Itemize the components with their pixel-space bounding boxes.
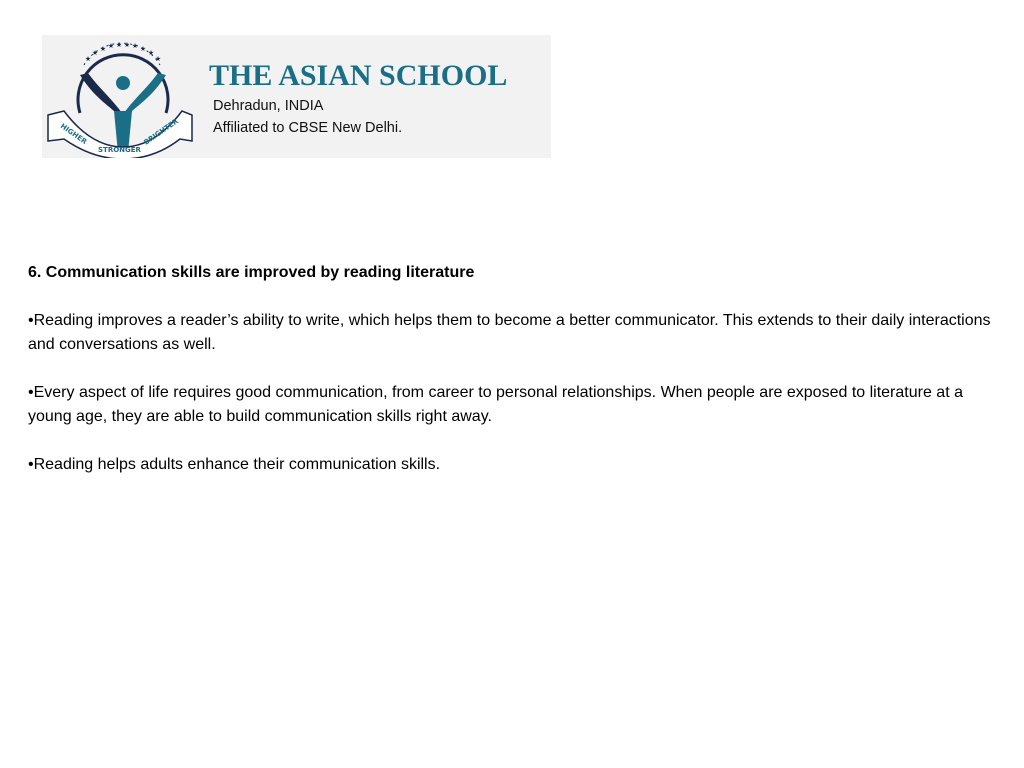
school-logo-banner (42, 35, 551, 158)
svg-text:★: ★ (139, 45, 147, 53)
svg-text:★: ★ (107, 42, 115, 50)
svg-text:★: ★ (147, 49, 155, 57)
bullet-item: •Every aspect of life requires good communication, from career to personal relationships. When people are exposed to literature at a young age, they are able to build communication skills right away. (28, 384, 963, 425)
school-location: Dehradun, INDIA (213, 98, 324, 114)
svg-text:★: ★ (123, 41, 131, 49)
slide-heading: 6. Communication skills are improved by reading literature (28, 264, 475, 281)
slide-content (28, 261, 1003, 477)
bullet-item: •Reading helps adults enhance their communication skills. (28, 456, 441, 473)
school-emblem-icon (42, 35, 202, 158)
bullet-item: •Reading improves a reader’s ability to write, which helps them to become a better communicator. This extends to their daily interactions and conversations as well. (28, 312, 991, 353)
svg-text:★: ★ (115, 41, 123, 49)
svg-text:★: ★ (91, 49, 99, 57)
school-name: THE ASIAN SCHOOL (209, 59, 508, 92)
svg-text:★: ★ (84, 55, 92, 63)
school-affiliation: Affiliated to CBSE New Delhi. (213, 120, 403, 136)
ribbon-word-brighter: BRIGHTER (142, 117, 180, 147)
ribbon-word-higher: HIGHER (58, 122, 89, 146)
ribbon-word-stronger: STRONGER (98, 146, 141, 154)
svg-text:★: ★ (99, 45, 107, 53)
svg-text:★: ★ (131, 42, 139, 50)
svg-text:★: ★ (154, 55, 162, 63)
